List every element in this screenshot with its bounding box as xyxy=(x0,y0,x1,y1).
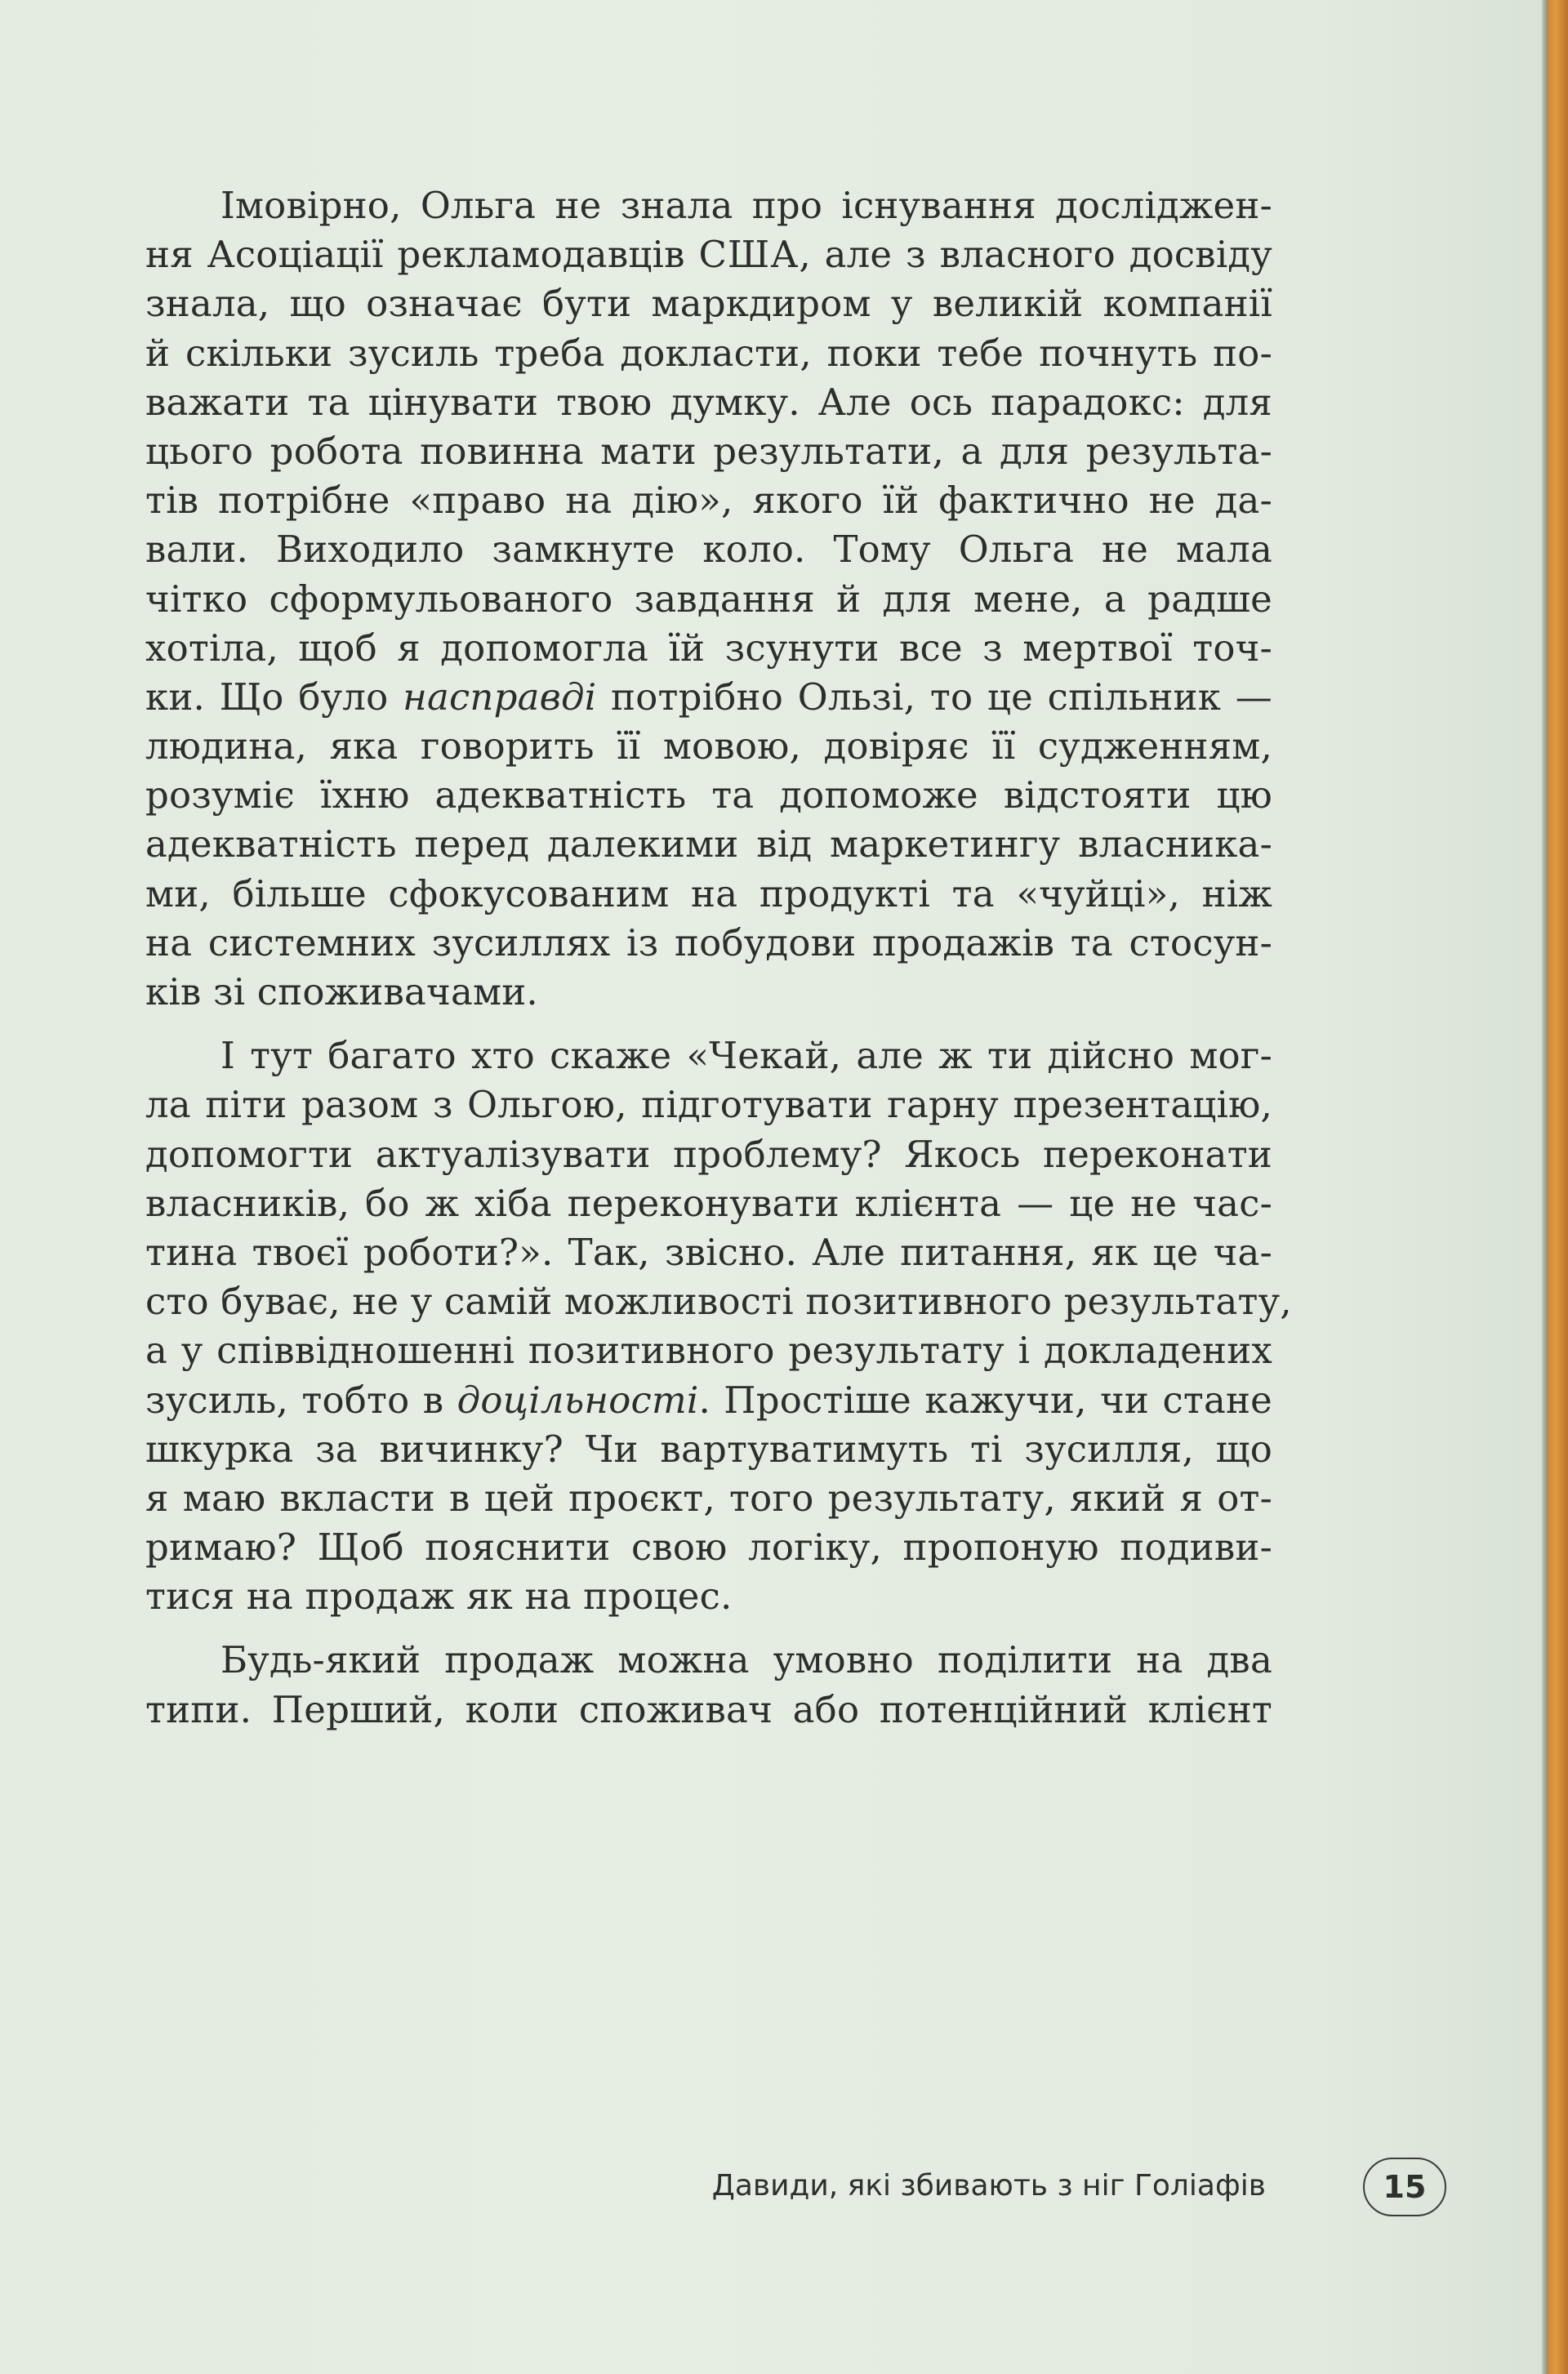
text-segment: . Простіше кажучи, чи стане xyxy=(698,1378,1273,1422)
text-line: І тут багато хто скаже «Чекай, але ж ти дійсно мог- xyxy=(220,1034,1272,1078)
text-line: тина твоєї роботи?». Так, звісно. Але питання, як це ча- xyxy=(145,1230,1272,1274)
paragraph-gap xyxy=(145,1017,1272,1031)
text-line: тися на продаж як на процес. xyxy=(145,1575,733,1619)
text-line: вали. Виходило замкнуте коло. Тому Ольга не мала xyxy=(145,528,1272,572)
text-line: тів потрібне «право на дію», якого їй фактично не да- xyxy=(145,479,1272,523)
text-line: хотіла, щоб я допомогла їй зсунути все з мертвої точ- xyxy=(145,626,1272,670)
text-line: людина, яка говорить її мовою, довіряє її судженням, xyxy=(145,724,1272,768)
text-line: Імовірно, Ольга не знала про існування досліджен- xyxy=(220,184,1272,227)
text-line: важати та цінувати твою думку. Але ось парадокс: для xyxy=(145,380,1272,424)
text-segment: потрібно Ользі, то це спільник — xyxy=(596,675,1272,719)
page-number-label: 15 xyxy=(1383,2169,1427,2205)
text-line: ла піти разом з Ольгою, підготувати гарну презентацію, xyxy=(145,1083,1272,1127)
text-line: Будь-який продаж можна умовно поділити на два xyxy=(220,1638,1272,1682)
text-line: й скільки зусиль треба докласти, поки тебе почнуть по- xyxy=(145,331,1272,375)
text-line: типи. Перший, коли споживач або потенційний клієнт xyxy=(145,1687,1272,1731)
running-title: Давиди, які збивають з ніг Голіафів xyxy=(711,2169,1266,2203)
text-line: чітко сформульованого завдання й для мене, а радше xyxy=(145,577,1272,621)
text-line: а у співвідношенні позитивного результату і докладених xyxy=(145,1329,1272,1373)
text-line: знала, що означає бути маркдиром у великій компанії xyxy=(145,282,1272,326)
text-line: ми, більше сфокусованим на продукті та «чуйці», ніж xyxy=(145,871,1272,915)
paragraph xyxy=(145,1031,1292,1621)
text-line: адекватність перед далекими від маркетингу власника- xyxy=(145,822,1272,866)
text-line: римаю? Щоб пояснити свою логіку, пропоную подиви- xyxy=(145,1526,1272,1570)
text-line xyxy=(145,673,1272,722)
text-segment: ня Асоціації рекламодавців xyxy=(145,233,699,277)
text-line: шкурка за вичинку? Чи вартуватимуть ті зусилля, що xyxy=(145,1427,1272,1471)
body-text xyxy=(145,181,1292,1735)
text-line: цього робота повинна мати результати, а для результа- xyxy=(145,429,1272,473)
page-edge-shadow xyxy=(1542,0,1548,2374)
text-segment: , але з власного досвіду xyxy=(799,233,1273,277)
text-line: допомогти актуалізувати проблему? Якось переконати xyxy=(145,1132,1272,1176)
book-cover-edge xyxy=(1548,0,1568,2374)
text-line xyxy=(145,1376,1272,1425)
paragraph xyxy=(145,1636,1272,1734)
text-line: розуміє їхню адекватність та допоможе відстояти цю xyxy=(145,773,1272,817)
text-line: сто буває, не у самій можливості позитивного результату, xyxy=(145,1280,1292,1324)
text-line: на системних зусиллях із побудови продажів та стосун- xyxy=(145,920,1272,964)
paragraph-gap xyxy=(145,1621,1272,1636)
page-number xyxy=(1363,2158,1446,2216)
text-line: ків зі споживачами. xyxy=(145,970,538,1013)
text-line xyxy=(145,230,1272,279)
text-segment: США xyxy=(698,233,800,277)
paragraph xyxy=(145,181,1272,1017)
text-segment: зусиль, тобто в xyxy=(145,1378,457,1422)
text-segment: ки. Що було xyxy=(145,675,403,719)
text-line: я маю вкласти в цей проєкт, того результату, який я от- xyxy=(145,1476,1272,1520)
text-line: власників, бо ж хіба переконувати клієнта — це не час- xyxy=(145,1181,1272,1225)
text-segment: насправді xyxy=(403,675,597,719)
text-segment: доцільності xyxy=(457,1378,699,1422)
